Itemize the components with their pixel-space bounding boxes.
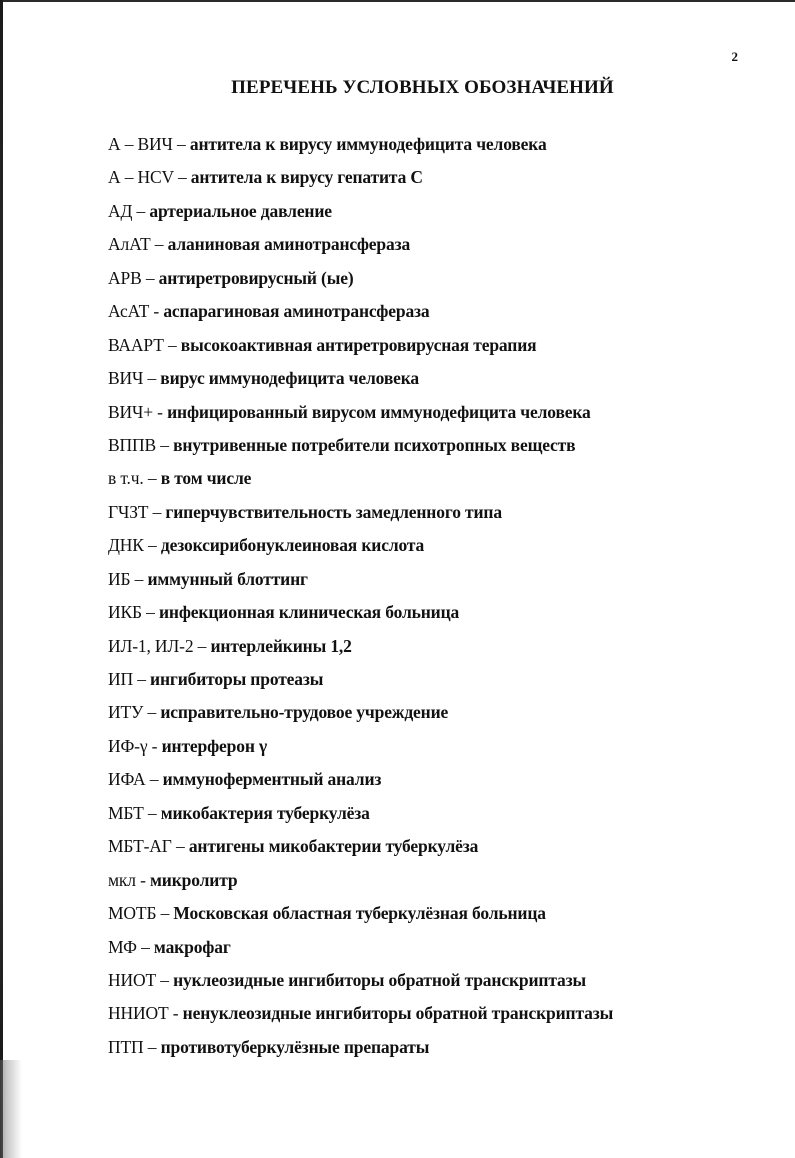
abbreviation-term: НИОТ bbox=[108, 969, 157, 990]
abbreviation-definition: внутривенные потребители психотропных веществ bbox=[173, 434, 576, 455]
abbreviation-separator: – bbox=[163, 334, 181, 355]
abbreviation-separator: – bbox=[130, 568, 148, 589]
abbreviation-separator: – bbox=[171, 836, 189, 857]
abbreviation-term: А – ВИЧ bbox=[108, 134, 173, 154]
abbreviation-definition: антитела к вирусу иммунодефицита человека bbox=[189, 134, 547, 154]
abbreviation-definition: антиретровирусный (ые) bbox=[158, 267, 354, 288]
abbreviation-separator: - bbox=[149, 301, 164, 322]
abbreviation-definition: интерлейкины 1,2 bbox=[210, 635, 352, 656]
abbreviation-separator: – bbox=[143, 368, 161, 389]
abbreviation-definition: нуклеозидные ингибиторы обратной транскриптазы bbox=[173, 969, 586, 990]
abbreviation-separator: – bbox=[143, 535, 161, 556]
abbreviation-entry bbox=[108, 867, 613, 900]
abbreviation-definition: в том числе bbox=[160, 468, 252, 489]
abbreviation-definition: интерферон γ bbox=[161, 735, 268, 756]
abbreviation-entry bbox=[108, 633, 613, 666]
abbreviation-definition: Московская областная туберкулёзная больница bbox=[173, 903, 546, 924]
abbreviation-term: ИП bbox=[108, 669, 133, 689]
abbreviation-entry bbox=[108, 465, 613, 498]
abbreviation-separator: – bbox=[193, 635, 211, 656]
abbreviation-entry bbox=[108, 198, 613, 231]
page-number: 2 bbox=[731, 49, 738, 64]
abbreviation-entry bbox=[108, 733, 613, 766]
abbreviation-separator: – bbox=[156, 903, 174, 924]
abbreviation-term: АД bbox=[108, 200, 133, 221]
abbreviation-entry bbox=[108, 833, 613, 866]
abbreviation-entry bbox=[108, 532, 613, 565]
abbreviation-term: ИБ bbox=[108, 568, 131, 589]
abbreviation-separator: – bbox=[156, 434, 174, 455]
abbreviation-term: ИКБ bbox=[108, 602, 142, 623]
scan-corner-shadow bbox=[0, 1060, 22, 1158]
abbreviation-term: ИТУ bbox=[108, 702, 144, 723]
abbreviation-definition: дезоксирибонуклеиновая кислота bbox=[160, 535, 425, 556]
abbreviation-entry bbox=[108, 231, 613, 264]
abbreviation-term: ПТП bbox=[108, 1036, 144, 1057]
abbreviation-term: ВППВ bbox=[108, 434, 157, 455]
abbreviation-term: МБТ-АГ bbox=[108, 836, 172, 857]
abbreviation-definition: иммунный блоттинг bbox=[147, 568, 308, 589]
abbreviation-term: МФ bbox=[108, 936, 137, 957]
abbreviation-definition: высокоактивная антиретровирусная терапия bbox=[180, 334, 537, 355]
abbreviation-separator: – bbox=[132, 669, 151, 689]
abbreviation-separator: – bbox=[143, 1036, 161, 1057]
abbreviation-definition: аланиновая аминотрансфераза bbox=[167, 234, 411, 255]
abbreviation-separator: – bbox=[132, 200, 150, 221]
abbreviation-term: ИФ-γ bbox=[108, 735, 148, 756]
abbreviation-definition: инфицированный вирусом иммунодефицита человека bbox=[167, 401, 591, 422]
abbreviation-separator: – bbox=[143, 702, 161, 723]
abbreviation-definition: макрофаг bbox=[153, 936, 231, 957]
abbreviation-term: ВИЧ bbox=[108, 368, 144, 389]
abbreviation-entry bbox=[108, 399, 613, 432]
page-title: ПЕРЕЧЕНЬ УСЛОВНЫХ ОБОЗНАЧЕНИЙ bbox=[231, 77, 614, 98]
abbreviation-separator: – bbox=[156, 969, 174, 990]
abbreviation-separator: – bbox=[150, 234, 168, 255]
abbreviation-entry bbox=[108, 1034, 613, 1067]
abbreviation-definition: антигены микобактерии туберкулёза bbox=[188, 836, 479, 857]
abbreviation-separator: – bbox=[145, 769, 163, 790]
abbreviation-separator: – bbox=[141, 267, 159, 288]
abbreviation-separator: - bbox=[152, 401, 168, 422]
abbreviation-separator: – bbox=[136, 936, 154, 957]
abbreviation-term: АлАТ bbox=[108, 234, 151, 255]
abbreviation-separator: – bbox=[172, 134, 190, 154]
abbreviation-entry bbox=[108, 1000, 613, 1033]
abbreviation-term: ННИОТ bbox=[108, 1003, 169, 1024]
abbreviation-separator: - bbox=[147, 735, 162, 756]
scan-left-edge bbox=[0, 0, 3, 1158]
abbreviation-separator: – bbox=[143, 802, 161, 823]
abbreviation-entry bbox=[108, 599, 613, 632]
abbreviation-definition: вирус иммунодефицита человека bbox=[160, 368, 420, 389]
abbreviation-entry bbox=[108, 265, 613, 298]
abbreviation-entry bbox=[108, 298, 613, 331]
abbreviation-entry bbox=[108, 332, 613, 365]
abbreviation-term: МОТБ bbox=[108, 903, 157, 924]
abbreviation-term: в т.ч. bbox=[108, 468, 144, 489]
abbreviation-entry bbox=[108, 365, 613, 398]
abbreviation-definition: ингибиторы протеазы bbox=[150, 669, 324, 689]
abbreviation-definition: антитела к вирусу гепатита С bbox=[190, 167, 423, 188]
abbreviation-entry bbox=[108, 934, 613, 967]
abbreviation-entry bbox=[108, 967, 613, 1000]
abbreviation-definition: исправительно-трудовое учреждение bbox=[160, 702, 449, 723]
abbreviation-term: А – HCV bbox=[108, 167, 174, 188]
abbreviation-separator: - bbox=[168, 1003, 183, 1024]
abbreviation-entry bbox=[108, 900, 613, 933]
scan-top-edge bbox=[0, 0, 795, 2]
abbreviation-term: ИФА bbox=[108, 769, 146, 790]
abbreviation-term: ВИЧ+ bbox=[108, 401, 153, 422]
abbreviation-entry bbox=[108, 566, 613, 599]
abbreviation-term: мкл bbox=[108, 869, 136, 890]
abbreviation-entry bbox=[108, 131, 613, 164]
abbreviation-list bbox=[108, 131, 613, 1067]
abbreviation-definition: инфекционная клиническая больница bbox=[158, 602, 460, 623]
abbreviation-definition: артериальное давление bbox=[149, 200, 332, 221]
abbreviation-entry bbox=[108, 699, 613, 732]
abbreviation-entry bbox=[108, 164, 613, 197]
abbreviation-separator: - bbox=[135, 869, 150, 890]
abbreviation-term: МБТ bbox=[108, 802, 144, 823]
abbreviation-term: АсАТ bbox=[108, 301, 150, 322]
abbreviation-definition: иммуноферментный анализ bbox=[162, 769, 382, 790]
abbreviation-separator: – bbox=[141, 602, 159, 623]
abbreviation-term: ВААРТ bbox=[108, 334, 164, 355]
abbreviation-term: АРВ bbox=[108, 267, 142, 288]
abbreviation-entry bbox=[108, 499, 613, 532]
abbreviation-definition: противотуберкулёзные препараты bbox=[160, 1036, 430, 1057]
abbreviation-term: ДНК bbox=[108, 535, 144, 556]
abbreviation-term: ГЧЗТ bbox=[108, 501, 149, 522]
abbreviation-definition: ненуклеозидные ингибиторы обратной транскриптазы bbox=[182, 1003, 614, 1024]
abbreviation-entry bbox=[108, 800, 613, 833]
abbreviation-definition: гиперчувствительность замедленного типа bbox=[165, 501, 502, 522]
abbreviation-term: ИЛ-1, ИЛ-2 bbox=[108, 635, 194, 656]
abbreviation-separator: – bbox=[143, 468, 161, 489]
abbreviation-definition: микобактерия туберкулёза bbox=[160, 802, 370, 823]
abbreviation-separator: – bbox=[173, 167, 191, 188]
abbreviation-definition: аспарагиновая аминотрансфераза bbox=[163, 301, 430, 322]
abbreviation-entry bbox=[108, 766, 613, 799]
abbreviation-entry bbox=[108, 666, 613, 699]
abbreviation-entry bbox=[108, 432, 613, 465]
abbreviation-separator: – bbox=[148, 501, 166, 522]
abbreviation-definition: микролитр bbox=[150, 869, 238, 890]
